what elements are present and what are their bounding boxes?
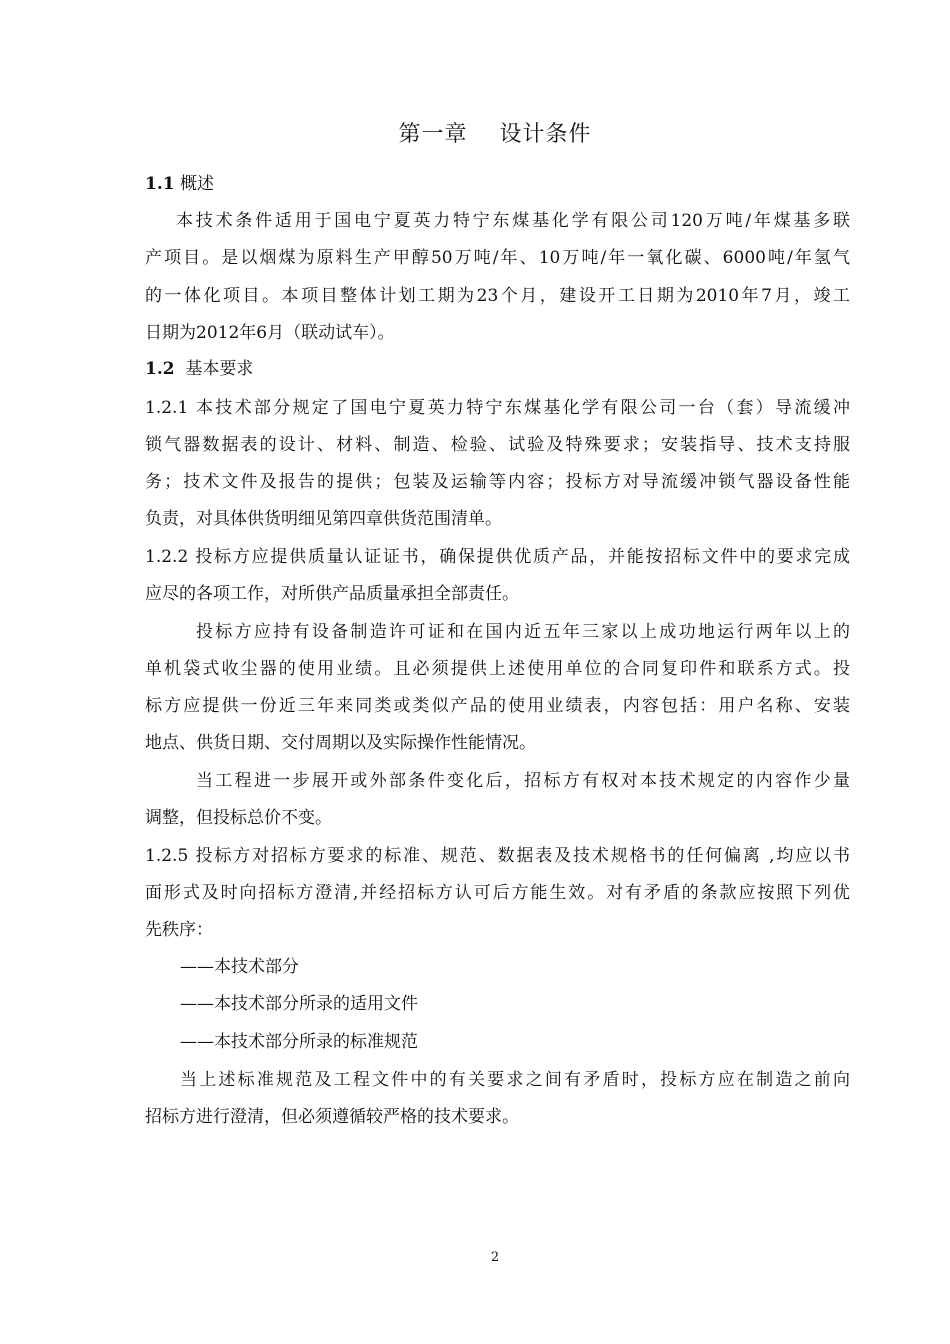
paragraph-line: 日期为2012年6月（联动试车）。 [145,323,395,343]
paragraph-line: 本技术条件适用于国电宁夏英力特宁东煤基化学有限公司120万吨/年煤基多联 [176,211,850,231]
paragraph-line: 调整，但投标总价不变。 [145,808,332,828]
paragraph-line: 面形式及时向招标方澄清,并经招标方认可后方能生效。对有矛盾的条款应按照下列优 [145,883,850,903]
list-item: ——本技术部分所录的标准规范 [180,1032,418,1052]
page-number: 2 [490,1250,500,1265]
paragraph-line: 当工程进一步展开或外部条件变化后，招标方有权对本技术规定的内容作少量 [196,771,850,791]
section-heading-1-2 [145,357,850,381]
paragraph-line: 招标方进行澄清，但必须遵循较严格的技术要求。 [145,1107,519,1127]
section-title: 概述 [179,174,214,194]
list-item: ——本技术部分所录的适用文件 [180,994,418,1014]
section-title: 基本要求 [185,359,254,379]
section-heading-1-1 [145,172,850,196]
paragraph-line: 投标方应持有设备制造许可证和在国内近五年三家以上成功地运行两年以上的 [196,622,850,642]
list-item: ——本技术部分 [180,957,299,977]
paragraph-line: 的一体化项目。本项目整体计划工期为23个月，建设开工日期为2010年7月，竣工 [145,286,850,306]
paragraph-line: 锁气器数据表的设计、材料、制造、检验、试验及特殊要求；安装指导、技术支持服 [145,435,850,455]
paragraph-line: 先秩序： [145,920,213,940]
paragraph-line: 1.2.2 投标方应提供质量认证证书，确保提供优质产品，并能按招标文件中的要求完成 [145,547,850,567]
paragraph-line: 务；技术文件及报告的提供；包装及运输等内容；投标方对导流缓冲锁气器设备性能 [145,472,850,492]
paragraph-line: 产项目。是以烟煤为原料生产甲醇50万吨/年、10万吨/年一氧化碳、6000吨/年氢气 [145,248,850,268]
paragraph-line: 1.2.5 投标方对招标方要求的标准、规范、数据表及技术规格书的任何偏离 ,均应以书 [145,846,850,866]
paragraph-line: 当上述标准规范及工程文件中的有关要求之间有矛盾时，投标方应在制造之前向 [180,1070,850,1090]
paragraph-line: 应尽的各项工作，对所供产品质量承担全部责任。 [145,584,519,604]
paragraph-line: 地点、供货日期、交付周期以及实际操作性能情况。 [145,733,536,753]
paragraph-line: 单机袋式收尘器的使用业绩。且必须提供上述使用单位的合同复印件和联系方式。投 [145,659,850,679]
section-number: 1.2 [145,359,175,379]
paragraph-line: 标方应提供一份近三年来同类或类似产品的使用业绩表，内容包括：用户名称、安装 [145,696,850,716]
paragraph-line: 负责，对具体供货明细见第四章供货范围清单。 [145,509,502,529]
section-number: 1.1 [145,174,175,194]
chapter-title: 第一章 设计条件 [398,122,592,147]
paragraph-line: 1.2.1 本技术部分规定了国电宁夏英力特宁东煤基化学有限公司一台（套）导流缓冲 [145,398,850,418]
